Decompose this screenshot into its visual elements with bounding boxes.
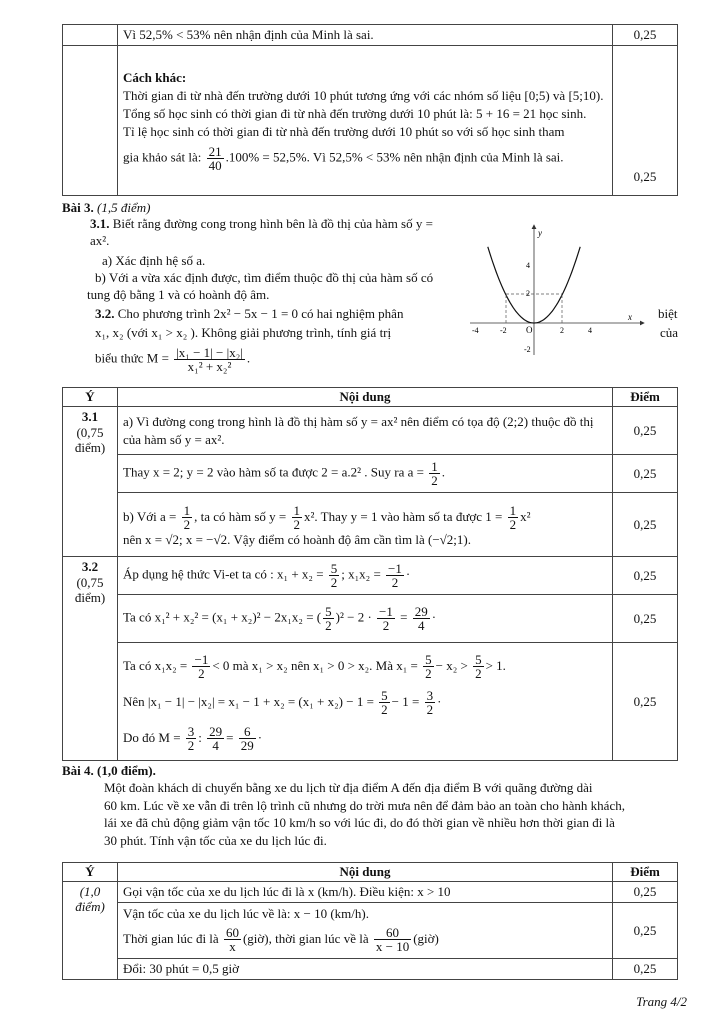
table-row <box>63 46 678 196</box>
fraction: $\frac{5}{2}$ <box>381 688 388 718</box>
content-cell: Thay x = 2; y = 2 vào hàm số ta được 2 = a.2² . Suy ra a = $\frac{1}{2}$ . <box>118 455 613 493</box>
index-cell <box>63 25 118 46</box>
header-content: Nội dung <box>118 388 613 407</box>
q32-line2-right: của <box>660 325 679 340</box>
header-y: Ý <box>63 388 118 407</box>
section-points: (1,5 điểm) <box>97 200 151 215</box>
fraction: $\frac{-1}{2}$ <box>194 652 209 682</box>
text: > 1. <box>485 657 506 673</box>
table-row <box>63 25 678 46</box>
text: b) Với a = <box>123 508 177 524</box>
content-cell: Ta có x₁x₂ = $\frac{-1}{2}$ < 0 mà x₁ > x₂ nên x₁ > 0 > x₂. Mà x₁ = $\frac{5}{2}$ − x₂ > $\frac{5}{2}$ > 1. Nên |x₁ − 1| − |x₂| = x₁ − 1 + x₂ = (x₁ + x₂) − 1 = $\frac{5}{2}$ − 1 = $\frac{3}{2}$ · Do đó M = $\frac{3}{2}$ : $\frac{29}{4}$ = $\frac{6}{29}$ · <box>118 643 613 761</box>
alt-line: Thời gian đi từ nhà đến trường dưới 10 phút tương ứng với các nhóm số liệu [0;5) và [5;10). <box>123 88 604 103</box>
text: Thay x = 2; y = 2 vào hàm số ta được 2 = a.2² . Suy ra a = <box>123 464 424 480</box>
header-score: Điểm <box>613 863 678 882</box>
text: Thời gian lúc đi là <box>123 930 219 946</box>
y-tick: 2 <box>526 289 530 298</box>
bai3-heading <box>62 199 150 216</box>
bai4-answer-table <box>62 862 678 980</box>
part-label: 3.2 <box>81 559 99 574</box>
table-row <box>63 903 678 959</box>
text: biểu thức M = <box>95 350 169 366</box>
fraction: $\frac{1}{2}$ <box>509 503 517 533</box>
index-cell <box>63 557 118 761</box>
y-tick: -2 <box>524 345 531 354</box>
content-cell: Gọi vận tốc của xe du lịch lúc đi là x (km/h). Điều kiện: x > 10 <box>118 882 613 903</box>
table-header <box>63 388 678 407</box>
score-cell: 0,25 <box>613 455 678 493</box>
bai3-answer-table <box>62 387 678 761</box>
fraction: $\frac{29}{4}$ <box>414 604 428 633</box>
alt-title: Cách khác: <box>123 70 187 85</box>
fraction: $\frac{5}{2}$ <box>475 652 482 682</box>
fraction: $\frac{1}{2}$ <box>293 503 301 533</box>
fraction: $\frac{3}{2}$ <box>426 688 434 718</box>
text: Một đoàn khách di chuyển bằng xe du lịch từ địa điểm A đến địa điểm B với quãng đường dài <box>104 780 593 795</box>
page-footer: Trang 4/2 <box>636 994 687 1009</box>
text: = <box>400 609 408 625</box>
question-text: Biết rằng đường cong trong hình bên là đồ thị của hàm số y = ax². <box>90 216 433 248</box>
y-label: y <box>538 228 542 238</box>
text: : <box>198 729 202 745</box>
score-cell: 0,25 <box>613 46 678 196</box>
header-score: Điểm <box>613 388 678 407</box>
section-title: Bài 3. <box>62 200 94 215</box>
text: Ta có x₁x₂ = <box>123 657 188 673</box>
content-cell: Áp dụng hệ thức Vi-et ta có : x₁ + x₂ = $\frac{5}{2}$ ; x₁x₂ = $\frac{-1}{2}$ · <box>118 557 613 595</box>
text: , ta có hàm số y = <box>194 508 287 524</box>
text: nên x = √2; x = −√2. Vậy điểm có hoành độ âm cần tìm là (−√2;1). <box>123 531 471 547</box>
fraction: $\frac{\text{|x₁ − 1| − |x₂|}}{\text{x₁² + x₂²}}$ <box>176 345 243 374</box>
text: < 0 mà x₁ > x₂ nên x₁ > 0 > x₂. Mà x₁ = <box>212 657 418 673</box>
fraction: $\frac{5}{2}$ <box>325 604 332 633</box>
text: Áp dụng hệ thức Vi-et ta có : x₁ + x₂ = <box>123 566 324 582</box>
table-row <box>63 407 678 455</box>
fraction: $\frac{60}{x - 10}$ <box>375 925 410 955</box>
x-tick: -4 <box>472 326 479 335</box>
question-label: 3.2. <box>95 306 115 321</box>
table-row <box>63 455 678 493</box>
x-label: x <box>628 312 632 322</box>
text: gia khảo sát là: <box>123 149 202 165</box>
question-text: Cho phương trình 2x² − 5x − 1 = 0 có hai nghiệm phân <box>117 306 404 321</box>
score-cell: 0,25 <box>613 903 678 959</box>
q32-line1-right: biệt <box>658 306 678 321</box>
q31a: a) Xác định hệ số a. <box>102 253 206 268</box>
text: = <box>226 729 234 745</box>
q31b: b) Với a vừa xác định được, tìm điểm thuộc đồ thị của hàm số có tung độ bằng 1 và có hoành độ âm. <box>87 270 434 302</box>
score-cell: 0,25 <box>613 643 678 761</box>
text: Vận tốc của xe du lịch lúc về là: x − 10 (km/h). <box>123 905 369 921</box>
score-cell: 0,25 <box>613 25 678 46</box>
fraction: $\frac{1}{2}$ <box>183 503 191 533</box>
alt-line: Tỉ lệ học sinh có thời gian đi từ nhà đến trường dưới 10 phút so với số học sinh tham <box>123 124 565 139</box>
table-row <box>63 643 678 761</box>
text: .100% = 52,5%. Vì 52,5% < 53% nên nhận định của Minh là sai. <box>225 149 564 165</box>
q31-text <box>90 215 450 249</box>
text: (giờ), thời gian lúc về là <box>242 930 369 946</box>
text: lái xe đã chủ động giảm vận tốc 10 km/h so với lúc đi, do đó thời gian về nhiều hơn thời gian đi là <box>104 815 615 830</box>
score-cell: 0,25 <box>613 407 678 455</box>
index-cell <box>63 46 118 196</box>
index-cell <box>63 407 118 557</box>
text: − 1 = <box>391 693 420 709</box>
text: Nên |x₁ − 1| − |x₂| = x₁ − 1 + x₂ = (x₁ + x₂) − 1 = <box>123 693 374 709</box>
top-answer-table <box>62 24 678 196</box>
parabola-graph <box>462 220 652 360</box>
content-cell <box>118 903 613 959</box>
bai4-heading: Bài 4. (1,0 điểm). <box>62 763 156 778</box>
header-content: Nội dung <box>118 863 613 882</box>
table-header <box>63 863 678 882</box>
table-row <box>63 493 678 557</box>
fraction: $\frac{1}{2}$ <box>431 459 438 488</box>
header-y: Ý <box>63 863 118 882</box>
q32-line1 <box>95 305 403 322</box>
question-label: 3.1. <box>90 216 110 231</box>
table-row <box>63 557 678 595</box>
part-label: 3.1 <box>81 409 99 424</box>
table-row <box>63 882 678 903</box>
text: ² − 2 · <box>339 609 372 625</box>
text: − x₂ > <box>435 657 468 673</box>
origin-label: O <box>526 325 533 335</box>
content-cell: a) Vì đường cong trong hình là đồ thị hàm số y = ax² nên điểm có tọa độ (2;2) thuộc đồ thị của hàm số y = ax². <box>118 407 613 455</box>
content-cell <box>118 46 613 196</box>
table-row <box>63 959 678 980</box>
text: (giờ) <box>413 930 439 946</box>
fraction: $\frac{5}{2}$ <box>330 561 338 590</box>
text: x². Thay y = 1 vào hàm số ta được 1 = <box>304 508 503 524</box>
text: 30 phút. Tính vận tốc của xe du lịch lúc đi. <box>104 832 327 848</box>
fraction: $\frac{-1}{2}$ <box>379 604 393 633</box>
fraction: $\frac{21}{40}$ <box>208 144 222 173</box>
index-cell: (1,0 điểm) <box>63 882 118 980</box>
fraction: $\frac{-1}{2}$ <box>388 561 402 590</box>
part-points: (0,75 điểm) <box>74 425 106 455</box>
table-row <box>63 595 678 643</box>
text: ; x₁x₂ = <box>341 566 381 582</box>
fraction: $\frac{5}{2}$ <box>425 652 432 682</box>
fraction: $\frac{6}{29}$ <box>240 724 254 754</box>
x-tick: -2 <box>500 326 507 335</box>
score-cell: 0,25 <box>613 493 678 557</box>
x-tick: 2 <box>560 326 564 335</box>
y-tick: 4 <box>526 261 530 270</box>
alt-line <box>123 145 607 172</box>
q32-line2: x₁, x₂ (với x₁ > x₂ ). Không giải phương trình, tính giá trị <box>95 325 392 340</box>
score-cell: 0,25 <box>613 557 678 595</box>
text: 60 km. Lúc về xe vẫn đi trên lộ trình cũ nhưng do trời mưa nên để đảm bảo an toàn cho hành khách, <box>104 797 625 813</box>
fraction: $\frac{29}{4}$ <box>209 724 223 754</box>
text: Ta có x₁² + x₂² = (x₁ + x₂)² − 2x₁x₂ = <box>123 609 314 625</box>
bai4-text <box>62 779 682 849</box>
content-cell <box>118 493 613 557</box>
content-cell: Đổi: 30 phút = 0,5 giờ <box>118 959 613 980</box>
fraction: $\frac{3}{2}$ <box>187 724 195 754</box>
score-cell: 0,25 <box>613 959 678 980</box>
content-cell: Vì 52,5% < 53% nên nhận định của Minh là sai. <box>118 25 613 46</box>
x-tick: 4 <box>588 326 592 335</box>
fraction: $\frac{60}{x}$ <box>225 925 239 955</box>
alt-line: Tổng số học sinh có thời gian đi từ nhà đến trường dưới 10 phút là: 5 + 16 = 21 học sinh. <box>123 106 587 121</box>
content-cell: Ta có x₁² + x₂² = (x₁ + x₂)² − 2x₁x₂ = ( $\frac{5}{2}$ )² − 2 · $\frac{-1}{2}$ = $\frac{29}{4}$ · <box>118 595 613 643</box>
text: Do đó M = <box>123 729 181 745</box>
score-cell: 0,25 <box>613 595 678 643</box>
part-points: (0,75 điểm) <box>74 575 106 605</box>
text: x² <box>520 508 531 524</box>
score-cell: 0,25 <box>613 882 678 903</box>
q32-line3: biểu thức M = $\frac{\text{|x₁ − 1| − |x₂|}}{\text{x₁² + x₂²}}$ . <box>95 345 251 374</box>
